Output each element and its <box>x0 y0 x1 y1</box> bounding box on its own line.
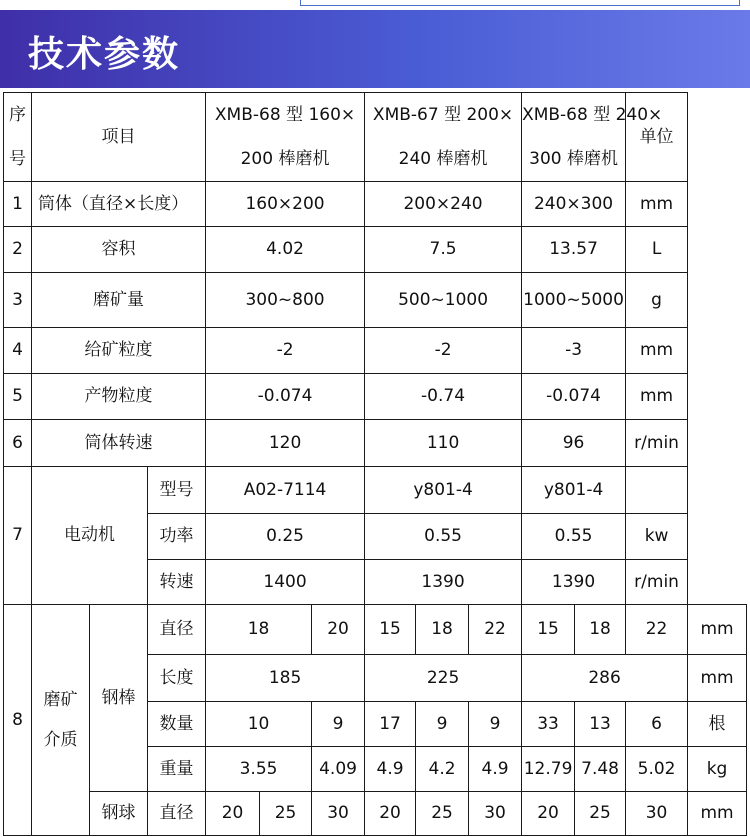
row-unit: mm <box>688 605 747 655</box>
spec-table-wrap <box>3 92 747 836</box>
media-sub-label: 长度 <box>148 655 206 702</box>
page-title: 技术参数 <box>28 34 181 75</box>
row-value: 30 <box>469 792 522 836</box>
row-value: 5.02 <box>626 747 688 792</box>
row-value: 0.55 <box>365 514 522 560</box>
row-value: 20 <box>312 605 365 655</box>
table-row <box>4 273 747 328</box>
row-value: -0.074 <box>522 374 626 420</box>
row-unit: mm <box>626 328 688 374</box>
row-value: 1390 <box>522 560 626 605</box>
row-value: 4.9 <box>365 747 416 792</box>
row-value: 1400 <box>206 560 365 605</box>
row-value: 12.79 <box>522 747 575 792</box>
row-value: 30 <box>626 792 688 836</box>
row-value: 18 <box>416 605 469 655</box>
row-value: 160×200 <box>206 182 365 227</box>
row-value: 15 <box>522 605 575 655</box>
title-banner <box>0 10 750 88</box>
row-item: 磨矿量 <box>32 273 206 328</box>
row-value: -3 <box>522 328 626 374</box>
row-value: 20 <box>522 792 575 836</box>
row-value: 25 <box>416 792 469 836</box>
row-value: -2 <box>365 328 522 374</box>
row-no: 7 <box>4 467 32 605</box>
ball-label: 钢球 <box>90 792 148 836</box>
row-unit: 根 <box>688 702 747 747</box>
table-row <box>4 328 747 374</box>
header-unit: 单位 <box>626 93 688 182</box>
row-value: 22 <box>626 605 688 655</box>
motor-sub-label: 转速 <box>148 560 206 605</box>
row-value: 240×300 <box>522 182 626 227</box>
motor-label: 电动机 <box>32 467 148 605</box>
row-value: 185 <box>206 655 365 702</box>
row-value: 300~800 <box>206 273 365 328</box>
header-row <box>4 93 747 182</box>
row-no: 2 <box>4 227 32 273</box>
row-no: 1 <box>4 182 32 227</box>
row-value: y801-4 <box>365 467 522 514</box>
spec-table <box>3 92 747 836</box>
row-value: 33 <box>522 702 575 747</box>
row-unit: mm <box>626 182 688 227</box>
row-value: 0.55 <box>522 514 626 560</box>
media-sub-label: 重量 <box>148 747 206 792</box>
row-value: -2 <box>206 328 365 374</box>
header-no: 序 号 <box>4 93 32 182</box>
row-value: 30 <box>312 792 365 836</box>
top-frame-edge <box>300 0 740 6</box>
row-value: 17 <box>365 702 416 747</box>
row-item: 给矿粒度 <box>32 328 206 374</box>
row-value: 4.2 <box>416 747 469 792</box>
row-unit <box>626 467 688 514</box>
row-unit: kw <box>626 514 688 560</box>
row-value: 6 <box>626 702 688 747</box>
motor-sub-label: 功率 <box>148 514 206 560</box>
rod-label: 钢棒 <box>90 605 148 792</box>
row-unit: mm <box>688 792 747 836</box>
row-unit: r/min <box>626 420 688 467</box>
row-value: 500~1000 <box>365 273 522 328</box>
header-model-68-240: XMB-68 型 240× 300 棒磨机 <box>522 93 626 182</box>
media-label: 磨矿 介质 <box>32 605 90 836</box>
row-value: -0.74 <box>365 374 522 420</box>
header-model-67-200: XMB-67 型 200× 240 棒磨机 <box>365 93 522 182</box>
header-model-68-160: XMB-68 型 160× 200 棒磨机 <box>206 93 365 182</box>
row-value: 4.02 <box>206 227 365 273</box>
row-item: 产物粒度 <box>32 374 206 420</box>
motor-sub-label: 型号 <box>148 467 206 514</box>
row-value: 4.09 <box>312 747 365 792</box>
table-row <box>4 420 747 467</box>
row-no: 5 <box>4 374 32 420</box>
row-item: 筒体转速 <box>32 420 206 467</box>
row-value: 20 <box>365 792 416 836</box>
row-value: y801-4 <box>522 467 626 514</box>
row-value: 18 <box>575 605 626 655</box>
row-no: 4 <box>4 328 32 374</box>
row-no: 6 <box>4 420 32 467</box>
row-value: 18 <box>206 605 312 655</box>
row-no: 8 <box>4 605 32 836</box>
row-value: 13.57 <box>522 227 626 273</box>
row-value: 3.55 <box>206 747 312 792</box>
row-value: -0.074 <box>206 374 365 420</box>
media-sub-label: 直径 <box>148 792 206 836</box>
row-value: 13 <box>575 702 626 747</box>
row-value: 7.48 <box>575 747 626 792</box>
table-row <box>4 182 747 227</box>
table-row <box>4 227 747 273</box>
table-row <box>4 792 747 836</box>
table-row <box>4 467 747 514</box>
row-value: 20 <box>206 792 260 836</box>
row-value: 225 <box>365 655 522 702</box>
row-unit: mm <box>626 374 688 420</box>
row-value: 25 <box>575 792 626 836</box>
row-value: 9 <box>469 702 522 747</box>
row-value: A02-7114 <box>206 467 365 514</box>
table-row <box>4 605 747 655</box>
table-row <box>4 374 747 420</box>
row-value: 9 <box>416 702 469 747</box>
row-value: 7.5 <box>365 227 522 273</box>
row-value: 4.9 <box>469 747 522 792</box>
row-value: 110 <box>365 420 522 467</box>
row-value: 286 <box>522 655 688 702</box>
row-unit: kg <box>688 747 747 792</box>
row-value: 9 <box>312 702 365 747</box>
row-value: 10 <box>206 702 312 747</box>
media-sub-label: 直径 <box>148 605 206 655</box>
row-value: 25 <box>260 792 312 836</box>
header-item: 项目 <box>32 93 206 182</box>
row-value: 96 <box>522 420 626 467</box>
media-sub-label: 数量 <box>148 702 206 747</box>
row-value: 120 <box>206 420 365 467</box>
row-unit: r/min <box>626 560 688 605</box>
row-value: 1000~5000 <box>522 273 626 328</box>
row-value: 1390 <box>365 560 522 605</box>
row-value: 15 <box>365 605 416 655</box>
row-value: 22 <box>469 605 522 655</box>
row-value: 0.25 <box>206 514 365 560</box>
row-unit: L <box>626 227 688 273</box>
row-unit: mm <box>688 655 747 702</box>
row-value: 200×240 <box>365 182 522 227</box>
row-item: 容积 <box>32 227 206 273</box>
row-unit: g <box>626 273 688 328</box>
row-item: 筒体（直径×长度） <box>32 182 206 227</box>
row-no: 3 <box>4 273 32 328</box>
